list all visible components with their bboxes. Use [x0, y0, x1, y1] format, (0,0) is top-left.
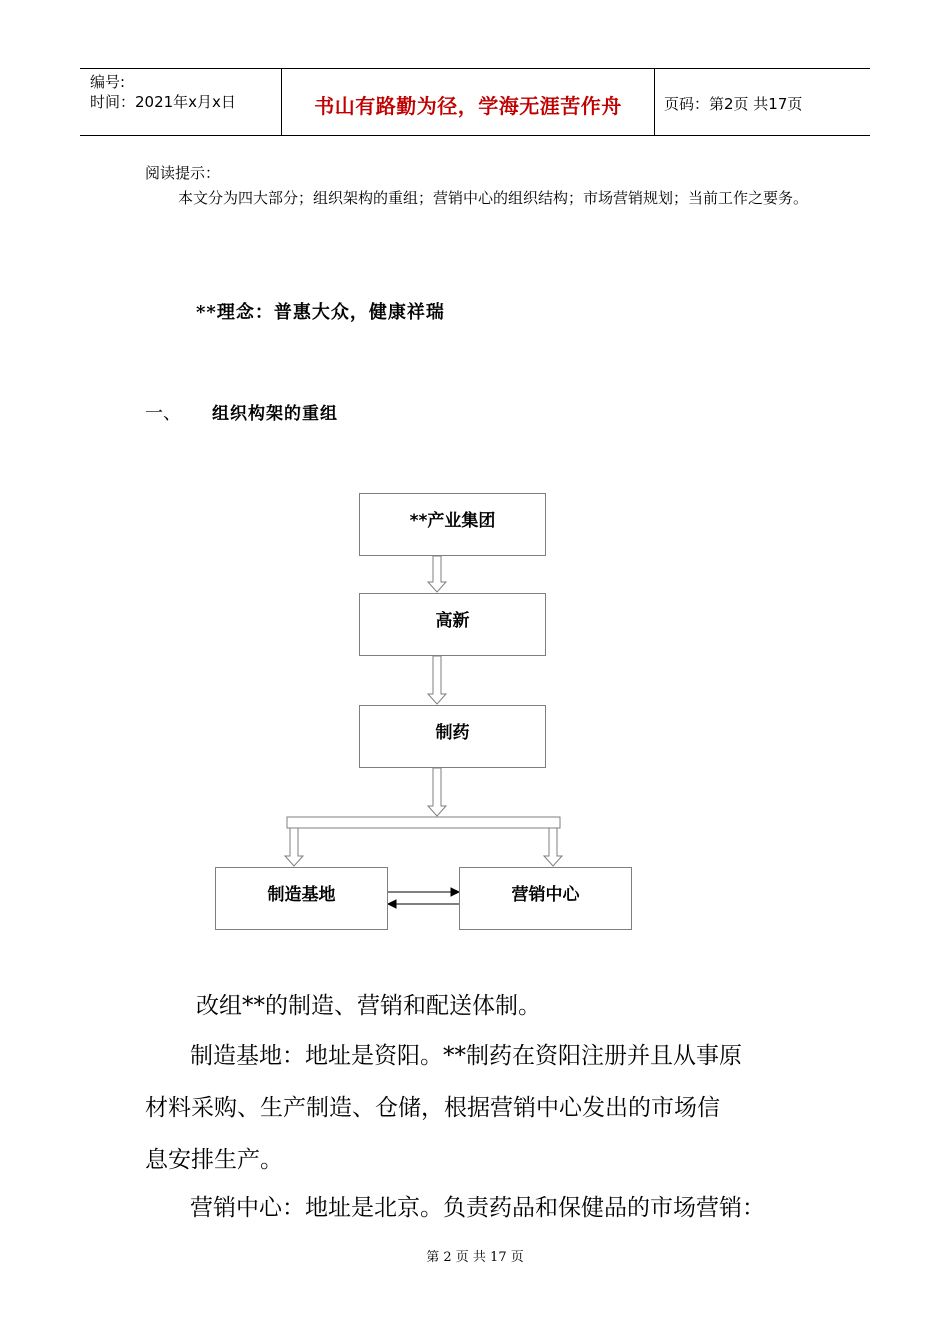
node-manufacturing	[215, 867, 388, 930]
branch-bar	[287, 817, 560, 828]
arrow-group-to-gaoxin	[428, 556, 446, 592]
page-footer: 第 2 页 共 17 页	[426, 1250, 524, 1265]
paragraph-1: 改组**的制造、营销和配送体制。	[196, 993, 541, 1019]
arrowhead-left	[388, 900, 396, 908]
arrow-gaoxin-to-pharma	[428, 656, 446, 704]
node-manufacturing-label: 制造基地	[267, 885, 336, 905]
paragraph-2-line-1: 制造基地：地址是资阳。**制药在资阳注册并且从事原	[190, 1043, 742, 1069]
arrowhead-right	[451, 888, 459, 896]
section-number: 一、	[145, 403, 181, 424]
node-group	[359, 493, 546, 556]
header-date-label: 时间：2021年x月x日	[90, 93, 236, 111]
node-group-label: **产业集团	[409, 511, 496, 531]
node-gaoxin	[359, 593, 546, 656]
header-id-label: 编号:	[90, 73, 126, 91]
paragraph-2-line-2: 材料采购、生产制造、仓储，根据营销中心发出的市场信	[145, 1095, 720, 1121]
node-pharma	[359, 705, 546, 768]
paragraph-2-line-3: 息安排生产。	[145, 1147, 283, 1173]
arrow-to-manufacturing	[285, 828, 303, 866]
paragraph-3: 营销中心：地址是北京。负责药品和保健品的市场营销：	[190, 1195, 765, 1221]
header-motto: 书山有路勤为径，学海无涯苦作舟	[314, 94, 622, 118]
node-gaoxin-label: 高新	[435, 611, 470, 631]
arrow-pharma-to-branch	[428, 768, 446, 816]
node-pharma-label: 制药	[435, 723, 470, 743]
section-title: 组织构架的重组	[212, 404, 338, 424]
node-marketing-label: 营销中心	[511, 885, 580, 905]
arrow-to-marketing	[544, 828, 562, 866]
concept-line: **理念：普惠大众，健康祥瑞	[196, 302, 445, 323]
node-marketing	[459, 867, 632, 930]
reading-tip-body: 本文分为四大部分；组织架构的重组；营销中心的组织结构；市场营销规划；当前工作之要务。	[178, 189, 809, 207]
header-page-info: 页码：第2页 共17页	[664, 95, 803, 113]
reading-tip-title: 阅读提示：	[145, 164, 221, 182]
